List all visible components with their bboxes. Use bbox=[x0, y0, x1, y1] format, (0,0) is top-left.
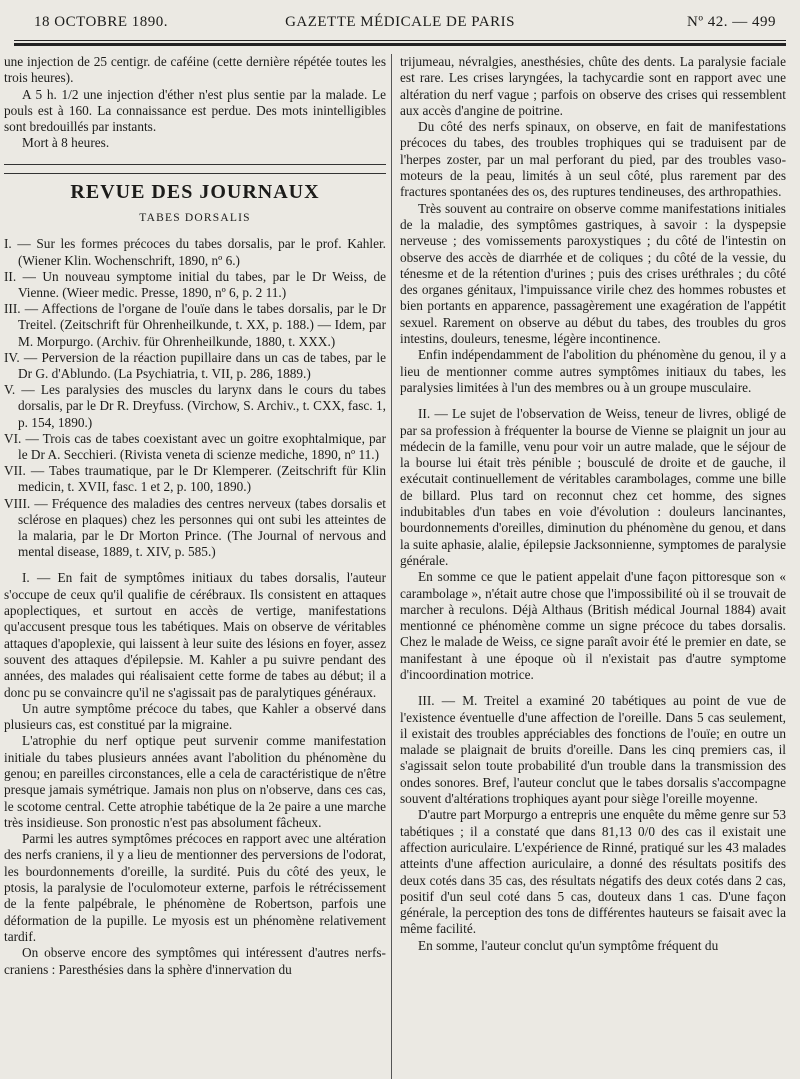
review-entry: III. — Affections de l'organe de l'ouïe dans le tabes dorsalis, par le Dr Treitel. (Zeitschrift für Ohrenheilkunde, t. XX, p. 188.) — Idem, par M. Morpurgo. (Archiv. für Ohrenheilkunde, 1880, t. XXX.) bbox=[4, 301, 386, 349]
paragraph: A 5 h. 1/2 une injection d'éther n'est plus sentie par la malade. Le pouls est à 160. La connaissance est perdue. Des mots inintelligibles sont bredouillés par instants. bbox=[4, 86, 386, 135]
page-header bbox=[14, 10, 786, 36]
paragraph: Parmi les autres symptômes précoces en rapport avec une altération des nerfs craniens, il y a lieu de mentionner des perversions de l'odorat, les bourdonnements d'oreille, la surdité. Puis du côté des yeux, le ptosis, la paralysie de l'oculomoteur externe, parfois le rétrécissement de la fente palpébrale, le phénomène de Robertson, parfois une déformation de la pupille. Le myosis est un phénomène relativement tardif. bbox=[4, 831, 386, 944]
paragraph: L'atrophie du nerf optique peut survenir comme manifestation initiale du tabes plusieurs années avant l'abolition du phénomène du genou; en pareilles circonstances, elle a cela de caractéristique de n'être presque jamais symétrique. Jamais non plus on n'observe, dans ces cas, le scotome central. Cette atrophie tabétique de la 2e paire a une marche très insidieuse. Son pronostic n'est pas absolument fâcheux. bbox=[4, 733, 386, 830]
paragraph: trijumeau, névralgies, anesthésies, chûte des dents. La paralysie faciale est rare. Les crises laryngées, la tachycardie sont en rapport avec une altération du nerf vague ; parfois on observe des crises qui ressemblent aux accès d'angine de poitrine. bbox=[400, 54, 786, 118]
paragraph: III. — M. Treitel a examiné 20 tabétiques au point de vue de l'existence éventuelle d'une affection de l'oreille. Dans 5 cas seulement, il existait des troubles appréciables des fonctions de l'ouïe; en outre un malade se plaignait de bruits d'oreille. Dans les cinq premiers cas, il s'agissait selon toute probabilité d'un trouble dans la transmission des ondes sonores. Bref, l'auteur conclut que le tabes dorsalis s'accompagne souvent d'altérations trophiques ayant pour siège l'oreille moyenne. bbox=[400, 693, 786, 807]
paragraph: D'autre part Morpurgo a entrepris une enquête du même genre sur 53 tabétiques ; il a constaté que dans 81,13 0/0 des cas il existait une affection auriculaire. L'expérience de Rinné, pratiqué sur les 43 malades atteints d'une affection auriculaire, a donné des résultats positifs des deux cotés dans 35 cas, des résultats négatifs des deux cotés dans 2 cas, positif d'un seul coté dans 5 cas, douteux dans 1 cas. D'une façon générale, la perception des tons de différentes hauteurs se faisait avec la même facilité. bbox=[400, 807, 786, 937]
paragraph: Du côté des nerfs spinaux, on observe, en fait de manifestations précoces du tabes, des troubles trophiques qui se traduisent par de l'herpes zoster, par un mal perforant du pied, par des troubles vaso-moteurs de la peau, limités à un seul côté, plus rarement par des fractures spontanées des os, des ruptures tendineuses, des arthropathies. bbox=[400, 119, 786, 200]
section-rule bbox=[4, 173, 386, 174]
review-entry: V. — Les paralysies des muscles du larynx dans le cours du tabes dorsalis, par le Dr R. Dreyfuss. (Virchow, S. Archiv., t. CXX, fasc. 1, p. 154, 1890.) bbox=[4, 382, 386, 430]
review-entry: II. — Un nouveau symptome initial du tabes, par le Dr Weiss, de Vienne. (Wieer medic. Presse, 1890, nº 6, p. 2 11.) bbox=[4, 268, 386, 300]
spacer bbox=[400, 683, 786, 693]
review-entry: IV. — Perversion de la réaction pupillaire dans un cas de tabes, par le Dr G. d'Ablundo. (La Psychiatria, t. VII, p. 286, 1889.) bbox=[4, 349, 386, 381]
paragraph: une injection de 25 centigr. de caféine (cette dernière répétée toutes les trois heures). bbox=[4, 54, 386, 86]
section-rule bbox=[4, 164, 386, 165]
header-title: GAZETTE MÉDICALE DE PARIS bbox=[285, 14, 515, 30]
header-rule-thin bbox=[14, 40, 786, 41]
section-title: REVUE DES JOURNAUX bbox=[70, 180, 320, 203]
paragraph: Un autre symptôme précoce du tabes, que Kahler a observé dans plusieurs cas, est constitué par la migraine. bbox=[4, 700, 386, 733]
header-page-number: Nº 42. — 499 bbox=[687, 14, 776, 30]
paragraph: En somme ce que le patient appelait d'une façon pittoresque son « carambolage », n'était autre chose que l'impossibilité où il se trouvait de marcher à reculons. Déjà Althaus (British médical Journal 1884) avait mentionné ce phénomène comme un signe précoce du tabes dorsalis. Chez le malade de Weiss, ce signe paraît avoir été le premier en date, se manifestant à une époque où il n'existait pas d'autre symptome d'incoordination motrice. bbox=[400, 569, 786, 682]
paragraph: En somme, l'auteur conclut qu'un symptôme fréquent du bbox=[418, 937, 719, 953]
paragraph: Enfin indépendamment de l'abolition du phénomène du genou, il y a lieu de mentionner comme autres symptômes initiaux du tabes, les paralysies limitées à l'un des membres ou à un groupe musculaire. bbox=[400, 347, 786, 395]
column-divider bbox=[391, 54, 392, 1079]
review-entry: I. — Sur les formes précoces du tabes dorsalis, par le prof. Kahler. (Wiener Klin. Wochenschrift, 1890, nº 6.) bbox=[4, 236, 386, 268]
paragraph: I. — En fait de symptômes initiaux du tabes dorsalis, l'auteur s'occupe de ceux qu'il qualifie de cérébraux. Ils consistent en attaques apoplectiques, et surtout en accès de vertige, manifestations qu'accusent presque tous les tabétiques. Mais on observe de véritables attaques d'apoplexie, qui laissent à leur suite des lésions en foyer, assez souvent des attaques d'épilepsie. M. Kahler a pu suivre pendant des années, des malades qui réalisaient cette forme de tabes au début; il a donc pu se convaincre qu'il ne s'agissait pas de paralytiques généraux. bbox=[4, 570, 386, 700]
right-column bbox=[400, 54, 786, 1075]
paragraph: II. — Le sujet de l'observation de Weiss, teneur de livres, obligé de par sa profession à fréquenter la bourse de Vienne se plaignit un jour au médecin de la famille, venu pour voir un autre malade, que le séjour de la bourse lui était très pénible ; bousculé de droite et de gauche, il exécutait continuellement de véritables carambolages, comme une bille de billard. Plus tard on reconnut chez cet homme, des signes indubitables d'un tabes en voie d'évolution : douleurs lancinantes, bourdonnements d'oreilles, diminution du phénomène du genou, et dans la suite aphasie, alalie, épilepsie Jacksonnienne, symptomes de paralysie générale. bbox=[400, 406, 786, 568]
paragraph: Mort à 8 heures. bbox=[22, 135, 110, 151]
spacer bbox=[400, 396, 786, 406]
header-date: 18 OCTOBRE 1890. bbox=[34, 14, 168, 30]
review-entry: VI. — Trois cas de tabes coexistant avec un goitre exophtalmique, par le Dr A. Secchieri. (Rivista veneta di scienze mediche, 1890, nº 11.) bbox=[4, 430, 386, 463]
review-entry: VII. — Tabes traumatique, par le Dr Klemperer. (Zeitschrift für Klin medicin, t. XVII, fasc. 1 et 2, p. 100, 1890.) bbox=[4, 463, 386, 495]
header-rule-thick bbox=[14, 43, 786, 46]
spacer bbox=[4, 560, 386, 570]
left-column bbox=[0, 54, 386, 1075]
section-subtitle: TABES DORSALIS bbox=[139, 212, 251, 225]
paragraph: On observe encore des symptômes qui intéressent d'autres nerfs-craniens : Paresthésies dans la sphère d'innervation du bbox=[4, 945, 386, 977]
paragraph: Très souvent au contraire on observe comme manifestations initiales de la maladie, des symptômes gastriques, à savoir : la dyspepsie nerveuse ; des vomissements paroxystiques ; du côté de l'intestin on observe des accès de diarrhée et de coliques ; du côté de la vessie, du ténesme et de la rétention d'urines ; puis des crises uréthrales ; du côté des organes génitaux, l'impuissance virile chez des hommes robustes et bien portants en apparence, passagèrement une exagération de l'appétit sexuel. Rarement on observe au début du tabes, des troubles du gros intestins, douleurs, tenesme, légère incontinence. bbox=[400, 200, 786, 347]
review-entry: VIII. — Fréquence des maladies des centres nerveux (tabes dorsalis et sclérose en plaques) chez les personnes qui ont subi les atteintes de la malaria, par le Dr Morton Prince. (The Journal of nervous and mental disease, 1889, t. XIV, p. 585.) bbox=[4, 495, 386, 560]
